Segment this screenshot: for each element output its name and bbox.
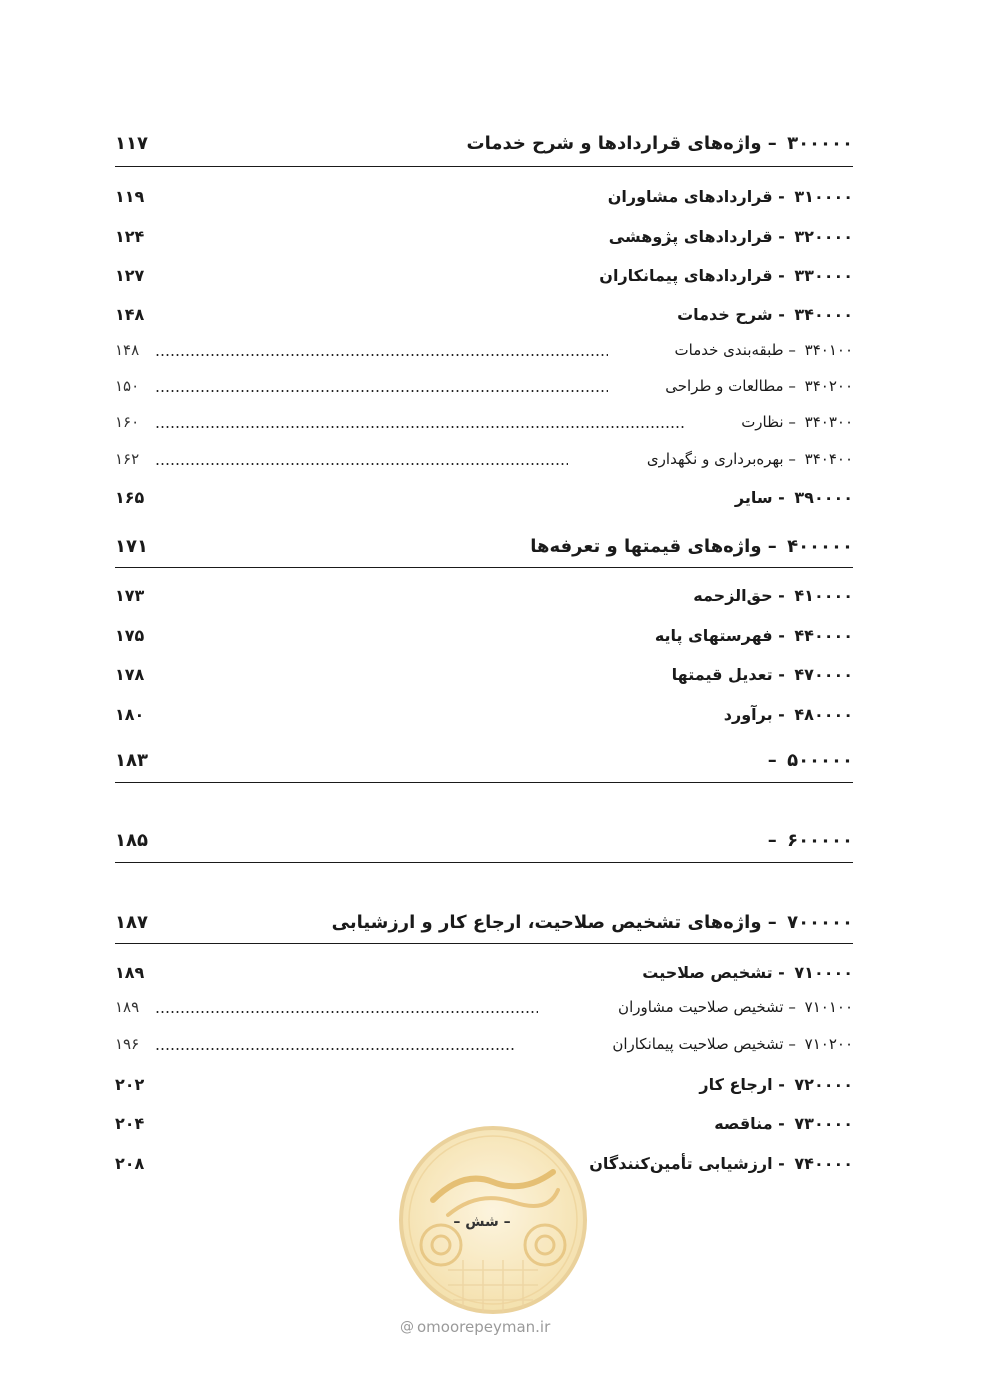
toc-entry-code: ۵۰۰۰۰۰ — [787, 750, 853, 771]
toc-entry-title: – تشخیص صلاحیت پیمانکاران — [612, 1035, 796, 1053]
toc-entry[interactable] — [115, 626, 853, 650]
section-divider — [115, 567, 853, 568]
toc-entry-title: – واژه‌های تشخیص صلاحیت، ارجاع کار و ارزشیابی — [331, 912, 777, 933]
toc-entry[interactable] — [115, 963, 853, 987]
toc-entry-code: ۳۰۰۰۰۰ — [787, 133, 853, 154]
toc-entry-code: ۷۰۰۰۰۰ — [787, 912, 853, 933]
toc-entry[interactable] — [115, 830, 853, 854]
toc-entry-code: ۳۱۰۰۰۰ — [794, 187, 853, 206]
toc-page-number: ۱۴۸ — [115, 341, 140, 359]
toc-entry-code: ۳۹۰۰۰۰ — [794, 488, 853, 507]
toc-entry[interactable] — [115, 1034, 853, 1058]
toc-entry-label — [693, 586, 853, 606]
toc-page-number: ۱۷۵ — [115, 626, 145, 645]
toc-entry-code: ۳۴۰۰۰۰ — [794, 305, 853, 324]
toc-entry-title: - حق‌الزحمه — [693, 586, 785, 605]
toc-page-number: ۱۸۷ — [115, 912, 148, 933]
toc-entry[interactable] — [115, 705, 853, 729]
toc-page-number: ۱۲۴ — [115, 227, 145, 246]
toc-page-number: ۱۱۷ — [115, 133, 148, 154]
toc-entry-code: ۷۱۰۲۰۰ — [804, 1035, 853, 1053]
toc-page-number: ۲۰۲ — [115, 1075, 145, 1094]
dot-leader — [155, 390, 608, 392]
at-sign-icon: @ — [400, 1319, 414, 1335]
toc-entry-code: ۴۷۰۰۰۰ — [794, 665, 853, 684]
toc-entry-title: - مناقصه — [714, 1114, 785, 1133]
toc-entry-title: – — [767, 830, 777, 851]
toc-entry-code: ۳۴۰۱۰۰ — [804, 341, 853, 359]
dot-leader — [155, 1048, 516, 1050]
dot-leader — [155, 426, 686, 428]
toc-entry[interactable] — [115, 266, 853, 290]
toc-entry-title: – واژه‌های قیمتها و تعرفه‌ها — [530, 536, 777, 557]
toc-entry-label — [768, 830, 853, 852]
toc-entry[interactable] — [115, 536, 853, 560]
toc-entry-title: – مطالعات و طراحی — [665, 377, 796, 395]
toc-entry-code: ۷۲۰۰۰۰ — [794, 1075, 853, 1094]
toc-entry-title: - سایر — [734, 488, 785, 507]
toc-entry-title: – طبقه‌بندی خدمات — [674, 341, 796, 359]
toc-entry[interactable] — [115, 665, 853, 689]
toc-entry-title: - قراردادهای مشاوران — [607, 187, 785, 206]
toc-page-number: ۲۰۴ — [115, 1114, 145, 1133]
toc-page-number: ۱۸۰ — [115, 705, 145, 724]
toc-entry[interactable] — [115, 305, 853, 329]
toc-entry-label — [608, 187, 853, 207]
toc-entry-code: ۴۰۰۰۰۰ — [787, 536, 853, 557]
toc-entry-code: ۷۱۰۰۰۰ — [794, 963, 853, 982]
toc-entry-label — [672, 665, 853, 685]
toc-entry-label — [599, 266, 853, 286]
toc-entry-label — [589, 1154, 853, 1174]
footer-url[interactable] — [400, 1318, 550, 1336]
toc-page-number: ۱۸۹ — [115, 963, 145, 982]
toc-entry-code: ۳۴۰۳۰۰ — [804, 413, 853, 431]
toc-entry[interactable] — [115, 750, 853, 774]
toc-page-number: ۱۷۱ — [115, 536, 148, 557]
dot-leader — [155, 463, 568, 465]
toc-entry-label — [467, 133, 853, 155]
toc-entry-title: - فهرستهای پایه — [654, 626, 785, 645]
toc-entry-label — [609, 227, 853, 247]
toc-entry-title: - تشخیص صلاحیت — [642, 963, 785, 982]
dot-leader — [155, 1011, 538, 1013]
toc-entry-label — [724, 705, 853, 725]
dot-leader — [155, 354, 608, 356]
toc-entry[interactable] — [115, 1075, 853, 1099]
toc-entry-label — [642, 963, 853, 983]
toc-page-number: ۱۹۶ — [115, 1035, 140, 1053]
toc-entry-code: ۷۳۰۰۰۰ — [794, 1114, 853, 1133]
section-divider — [115, 166, 853, 167]
toc-entry-title: - شرح خدمات — [677, 305, 785, 324]
toc-entry-code: ۶۰۰۰۰۰ — [787, 830, 853, 851]
toc-page-number: ۱۷۸ — [115, 665, 145, 684]
toc-page-number: ۱۴۸ — [115, 305, 145, 324]
toc-entry-label — [675, 340, 853, 360]
toc-entry-code: ۴۱۰۰۰۰ — [794, 586, 853, 605]
toc-entry-label — [741, 412, 853, 432]
toc-entry-label — [332, 912, 853, 934]
section-divider — [115, 782, 853, 783]
toc-entry-label — [699, 1075, 853, 1095]
toc-entry-label — [655, 626, 853, 646]
toc-entry-code: ۷۴۰۰۰۰ — [794, 1154, 853, 1173]
toc-page-number: ۱۱۹ — [115, 187, 145, 206]
toc-entry[interactable] — [115, 912, 853, 936]
toc-entry-title: – — [767, 750, 777, 771]
toc-entry[interactable] — [115, 340, 853, 364]
toc-page-number: ۱۶۰ — [115, 413, 140, 431]
toc-entry-title: - قراردادهای پژوهشی — [608, 227, 785, 246]
toc-entry-code: ۳۴۰۴۰۰ — [804, 450, 853, 468]
toc-entry-title: – نظارت — [741, 413, 796, 431]
toc-entry-label — [618, 997, 853, 1017]
toc-entry-code: ۴۴۰۰۰۰ — [794, 626, 853, 645]
toc-entry-code: ۴۸۰۰۰۰ — [794, 705, 853, 724]
toc-entry-code: ۳۳۰۰۰۰ — [794, 266, 853, 285]
page-number: – شش – — [453, 1214, 511, 1230]
section-divider — [115, 862, 853, 863]
toc-entry[interactable] — [115, 133, 853, 157]
toc-entry[interactable] — [115, 412, 853, 436]
toc-entry-label — [714, 1114, 853, 1134]
toc-entry-code: ۳۲۰۰۰۰ — [794, 227, 853, 246]
toc-entry[interactable] — [115, 227, 853, 251]
toc-page-number: ۲۰۸ — [115, 1154, 145, 1173]
toc-entry-label — [768, 750, 853, 772]
toc-entry-title: - تعدیل قیمتها — [671, 665, 785, 684]
toc-page-number: ۱۸۹ — [115, 998, 140, 1016]
toc-entry-title: - برآورد — [723, 705, 785, 724]
section-divider — [115, 943, 853, 944]
toc-entry-label — [665, 376, 853, 396]
toc-page-number: ۱۷۳ — [115, 586, 145, 605]
toc-entry-title: - ارزشیابی تأمین‌کنندگان — [589, 1154, 785, 1173]
footer-url-text: omoorepeyman.ir — [417, 1318, 551, 1336]
toc-entry-label — [735, 488, 853, 508]
toc-entry-label — [530, 536, 853, 558]
toc-entry-title: - ارجاع کار — [699, 1075, 785, 1094]
toc-entry[interactable] — [115, 997, 853, 1021]
toc-entry-code: ۷۱۰۱۰۰ — [804, 998, 853, 1016]
toc-entry[interactable] — [115, 187, 853, 211]
toc-entry-title: - قراردادهای پیمانکاران — [599, 266, 785, 285]
toc-entry-title: – بهره‌برداری و نگهداری — [646, 450, 796, 468]
toc-entry-label — [677, 305, 853, 325]
toc-page-number: ۱۶۵ — [115, 488, 145, 507]
toc-entry[interactable] — [115, 449, 853, 473]
toc-page-number: ۱۵۰ — [115, 377, 140, 395]
toc-page-number: ۱۸۳ — [115, 750, 148, 771]
toc-entry[interactable] — [115, 586, 853, 610]
toc-entry[interactable] — [115, 488, 853, 512]
toc-entry-label — [647, 449, 853, 469]
toc-entry-code: ۳۴۰۲۰۰ — [804, 377, 853, 395]
toc-entry[interactable] — [115, 376, 853, 400]
toc-page-number: ۱۶۲ — [115, 450, 140, 468]
toc-entry-title: – تشخیص صلاحیت مشاوران — [618, 998, 796, 1016]
toc-entry-label — [612, 1034, 853, 1054]
toc-page-number: ۱۸۵ — [115, 830, 148, 851]
toc-entry-title: – واژه‌های قراردادها و شرح خدمات — [466, 133, 777, 154]
toc-page-number: ۱۲۷ — [115, 266, 145, 285]
